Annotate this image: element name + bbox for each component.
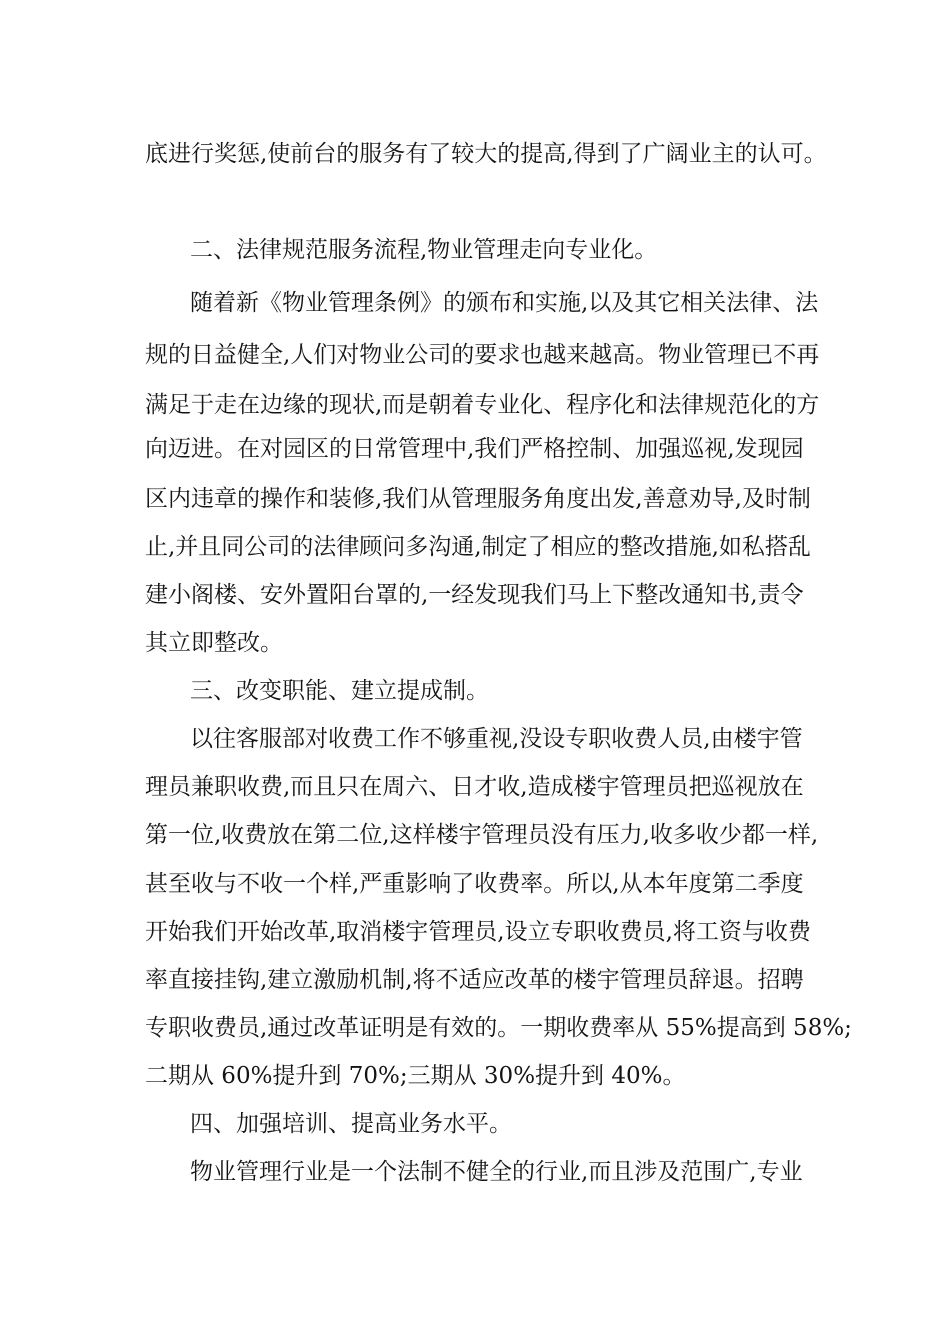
paragraph-line: 其立即整改。: [145, 630, 283, 656]
section-heading: 二、法律规范服务流程,物业管理走向专业化。: [190, 237, 658, 263]
paragraph-line: 满足于走在边缘的现状,而是朝着专业化、程序化和法律规范化的方: [145, 392, 820, 418]
paragraph-line: 随着新《物业管理条例》的颁布和实施,以及其它相关法律、法: [190, 290, 819, 316]
paragraph-line: 建小阁楼、安外置阳台罩的,一经发现我们马上下整改通知书,责令: [145, 582, 804, 608]
paragraph-line: 第一位,收费放在第二位,这样楼宇管理员没有压力,收多收少都一样,: [145, 822, 819, 848]
paragraph-line: 区内违章的操作和装修,我们从管理服务角度出发,善意劝导,及时制: [145, 486, 811, 512]
paragraph-line: 开始我们开始改革,取消楼宇管理员,设立专职收费员,将工资与收费: [145, 919, 811, 945]
paragraph-line: 止,并且同公司的法律顾问多沟通,制定了相应的整改措施,如私搭乱: [145, 534, 811, 560]
section-heading: 三、改变职能、建立提成制。: [190, 678, 489, 704]
section-heading: 四、加强培训、提高业务水平。: [190, 1111, 512, 1137]
paragraph-line: 甚至收与不收一个样,严重影响了收费率。所以,从本年度第二季度: [145, 871, 804, 897]
paragraph-line: 底进行奖惩,使前台的服务有了较大的提高,得到了广阔业主的认可。: [145, 141, 827, 167]
paragraph-line: 规的日益健全,人们对物业公司的要求也越来越高。物业管理已不再: [145, 342, 820, 368]
paragraph-line: 以往客服部对收费工作不够重视,没设专职收费人员,由楼宇管: [190, 726, 803, 752]
paragraph-line: 物业管理行业是一个法制不健全的行业,而且涉及范围广,专业: [190, 1159, 803, 1185]
paragraph-line: 率直接挂钩,建立激励机制,将不适应改革的楼宇管理员辞退。招聘: [145, 967, 804, 993]
paragraph-line: 专职收费员,通过改革证明是有效的。一期收费率从 55%提高到 58%;: [145, 1015, 852, 1041]
paragraph-line: 二期从 60%提升到 70%;三期从 30%提升到 40%。: [145, 1063, 686, 1089]
paragraph-line: 向迈进。在对园区的日常管理中,我们严格控制、加强巡视,发现园: [145, 436, 804, 462]
paragraph-line: 理员兼职收费,而且只在周六、日才收,造成楼宇管理员把巡视放在: [145, 774, 804, 800]
